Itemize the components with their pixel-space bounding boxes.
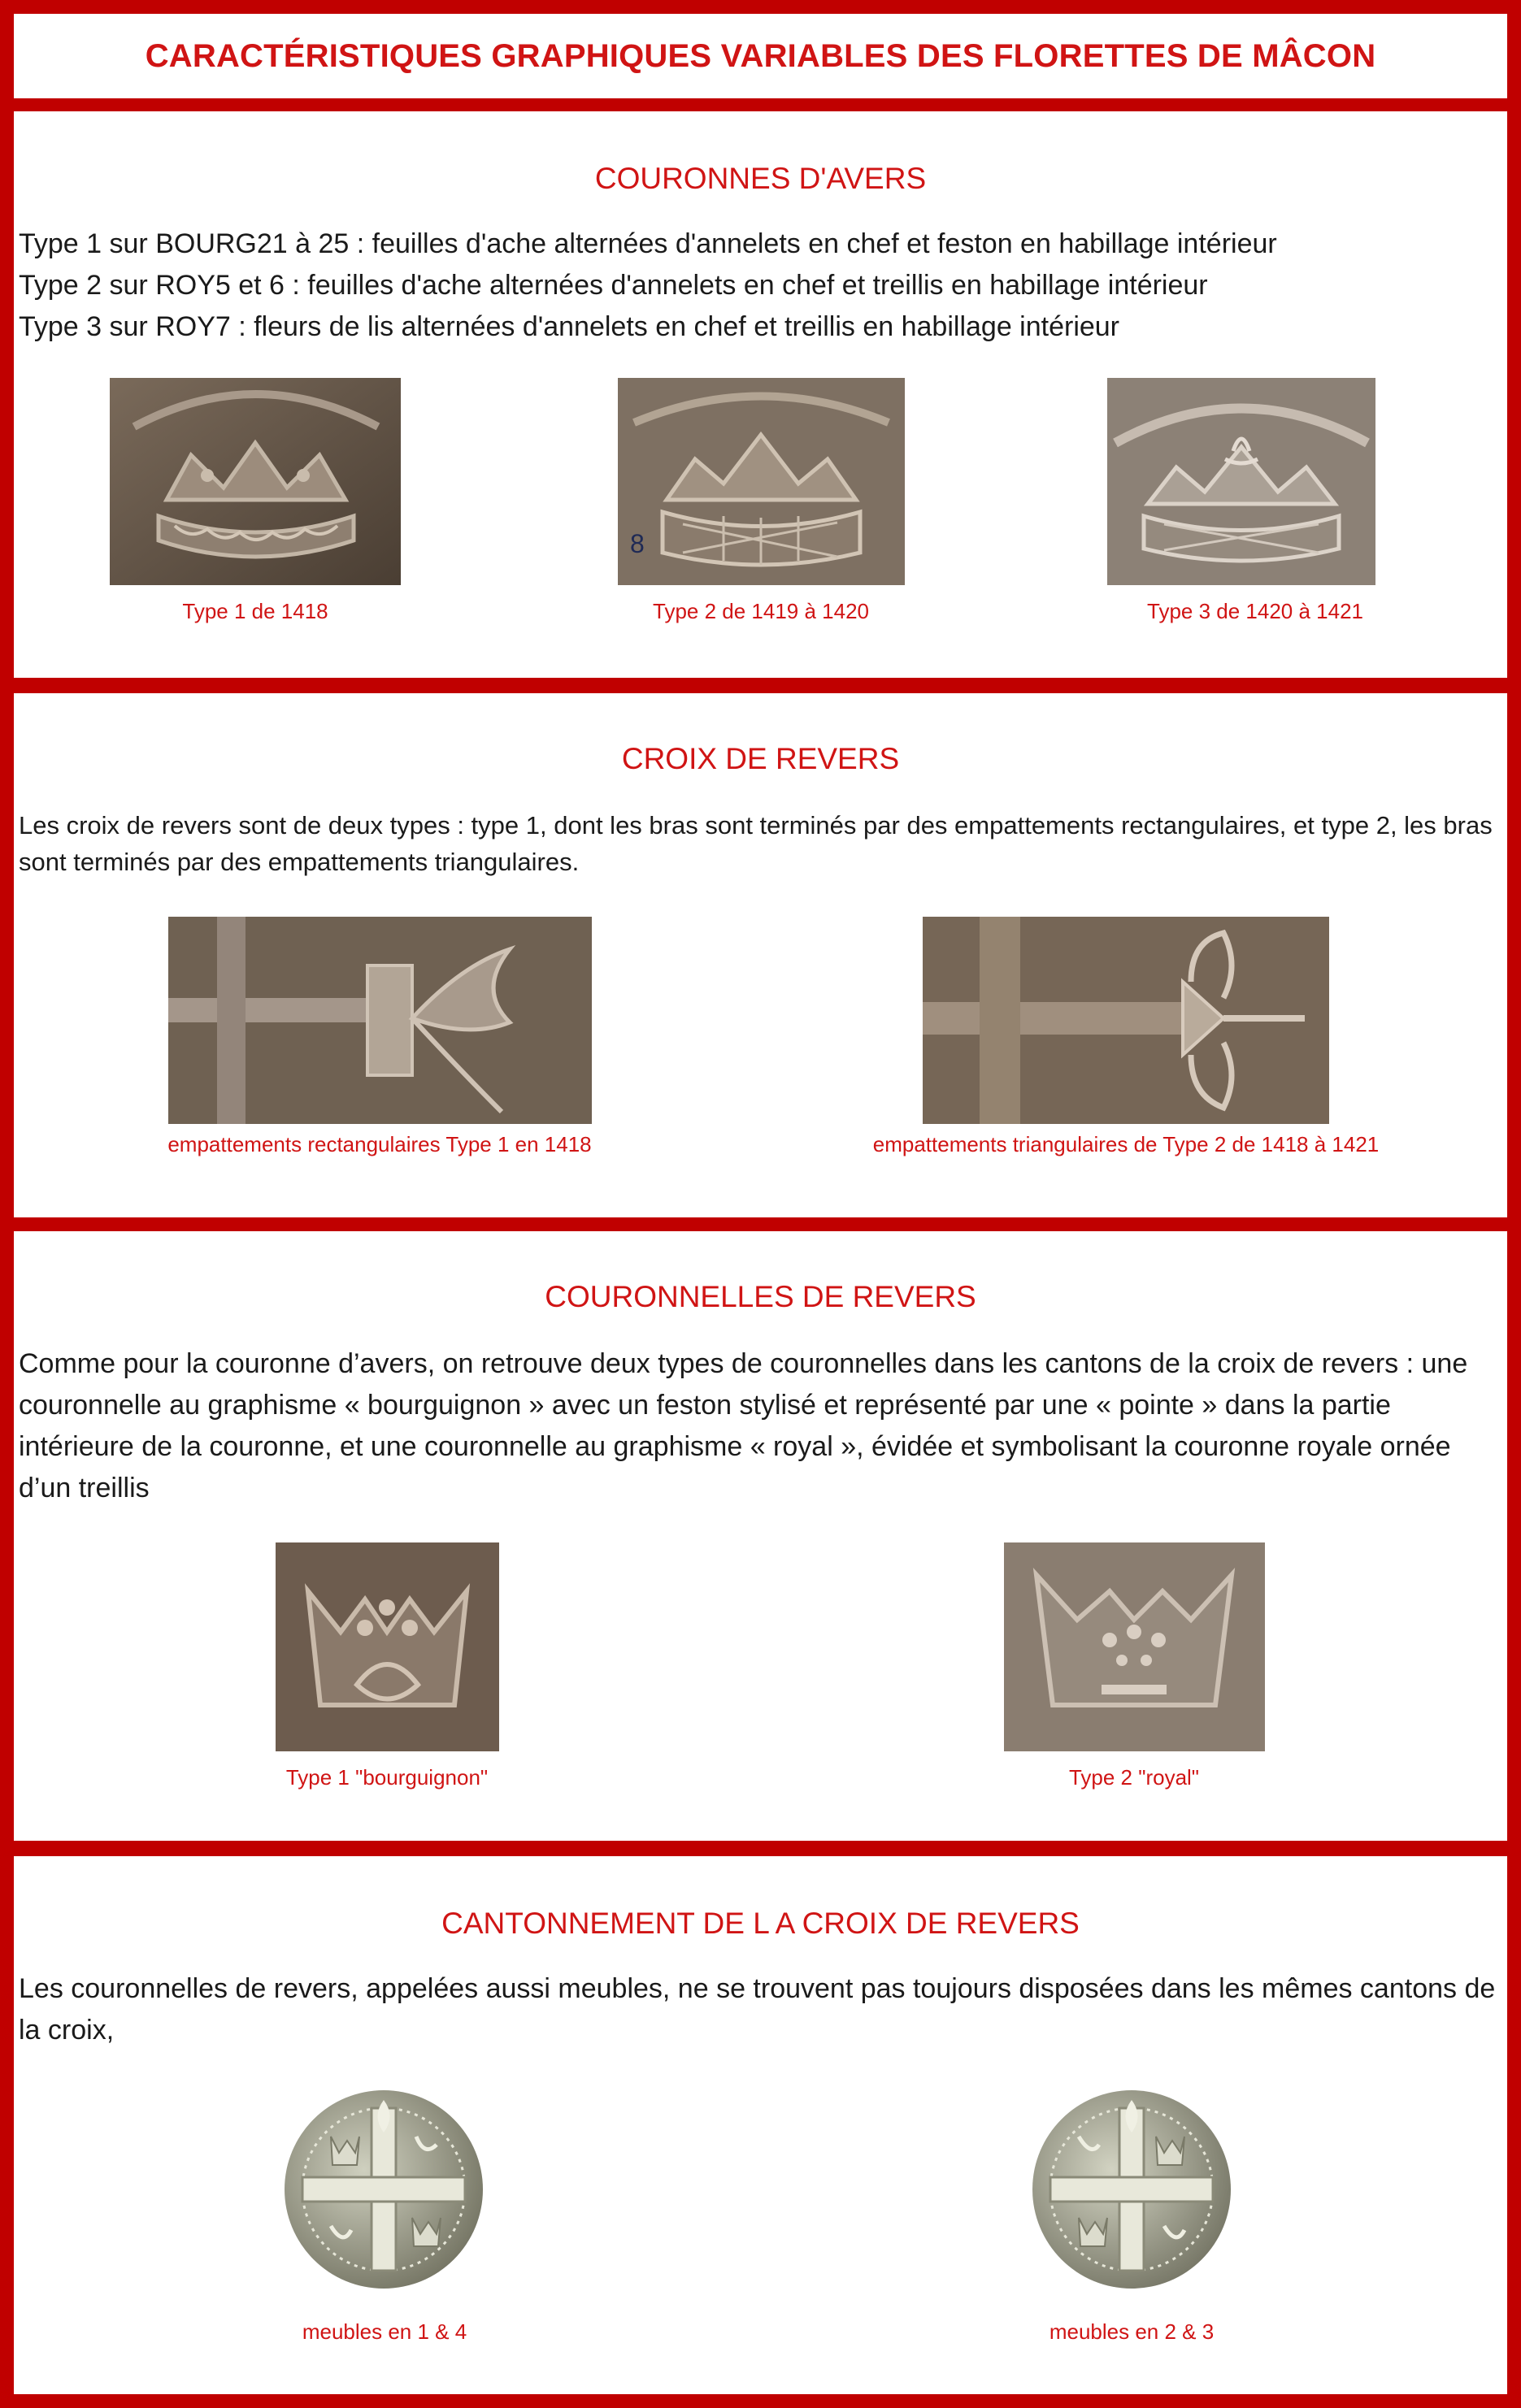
- section-heading: CROIX DE REVERS: [621, 742, 900, 775]
- section-heading: CANTONNEMENT DE L A CROIX DE REVERS: [441, 1907, 1080, 1940]
- figure-caption: empattements rectangulaires Type 1 en 1418: [167, 1132, 592, 1156]
- couronnelle-bourguignon-photo: [276, 1542, 499, 1751]
- cross-triangular-photo: [923, 917, 1329, 1124]
- paragraph: Les couronnelles de revers, appelées aussi meubles, ne se trouvent pas toujours disposées dans les mêmes cantons de la croix,: [19, 1973, 1496, 2046]
- figure-caption: empattements triangulaires de Type 2 de 1418 à 1421: [872, 1132, 1380, 1156]
- paragraph: Type 3 sur ROY7 : fleurs de lis alternées d'annelets en chef et treillis en habillage intérieur: [19, 311, 1120, 342]
- figure-caption: Type 2 de 1419 à 1420: [652, 599, 870, 623]
- section-couronnes-avers: [14, 111, 1507, 678]
- section-cantonnement: [14, 1856, 1507, 2394]
- page-title: CARACTÉRISTIQUES GRAPHIQUES VARIABLES DES FLORETTES DE MÂCON: [145, 37, 1376, 74]
- paragraph: Type 1 sur BOURG21 à 25 : feuilles d'ache alternées d'annelets en chef et feston en habillage intérieur: [19, 228, 1277, 259]
- figure-caption: Type 2 "royal": [1068, 1765, 1200, 1790]
- cross-rectangular-photo: [168, 917, 592, 1124]
- section-couronnelles-revers: [14, 1231, 1507, 1841]
- figure-caption: Type 3 de 1420 à 1421: [1146, 599, 1364, 623]
- figure-caption: Type 1 de 1418: [182, 599, 328, 623]
- svg-text:8: 8: [630, 529, 645, 558]
- crown-type-2-photo: [618, 378, 905, 585]
- coin-reverse-1-4-photo: [282, 2088, 485, 2291]
- title-panel: [14, 14, 1507, 98]
- section-text: [19, 1343, 1502, 1509]
- paragraph: Les croix de revers sont de deux types : type 1, dont les bras sont terminés par des empattements rectangulaires, et type 2, les bras sont terminés par des empattements triangulaires.: [19, 811, 1493, 876]
- section-text: [19, 223, 1502, 348]
- figure-caption: Type 1 "bourguignon": [285, 1765, 489, 1790]
- figure-caption: meubles en 1 & 4: [302, 2319, 467, 2344]
- section-heading: COURONNES D'AVERS: [594, 162, 927, 195]
- couronnelle-royal-photo: [1004, 1542, 1265, 1751]
- paragraph: Type 2 sur ROY5 et 6 : feuilles d'ache alternées d'annelets en chef et treillis en habillage intérieur: [19, 270, 1208, 301]
- crown-type-3-photo: [1107, 378, 1375, 585]
- section-croix-revers: [14, 693, 1507, 1217]
- section-text: [19, 807, 1502, 880]
- crown-type-1-photo: [110, 378, 401, 585]
- figure-caption: meubles en 2 & 3: [1049, 2319, 1215, 2344]
- paragraph: Comme pour la couronne d’avers, on retrouve deux types de couronnelles dans les cantons de la croix de revers : une couronnelle au graphisme « bourguignon » avec un feston stylisé et représenté par une « pointe » dans la partie intérieure de la couronne, et une couronnelle au graphisme « royal », évidée et symbolisant la couronne royale ornée d’un treillis: [19, 1348, 1468, 1503]
- section-text: [19, 1968, 1502, 2051]
- section-heading: COURONNELLES DE REVERS: [545, 1280, 976, 1313]
- coin-reverse-2-3-photo: [1030, 2088, 1233, 2291]
